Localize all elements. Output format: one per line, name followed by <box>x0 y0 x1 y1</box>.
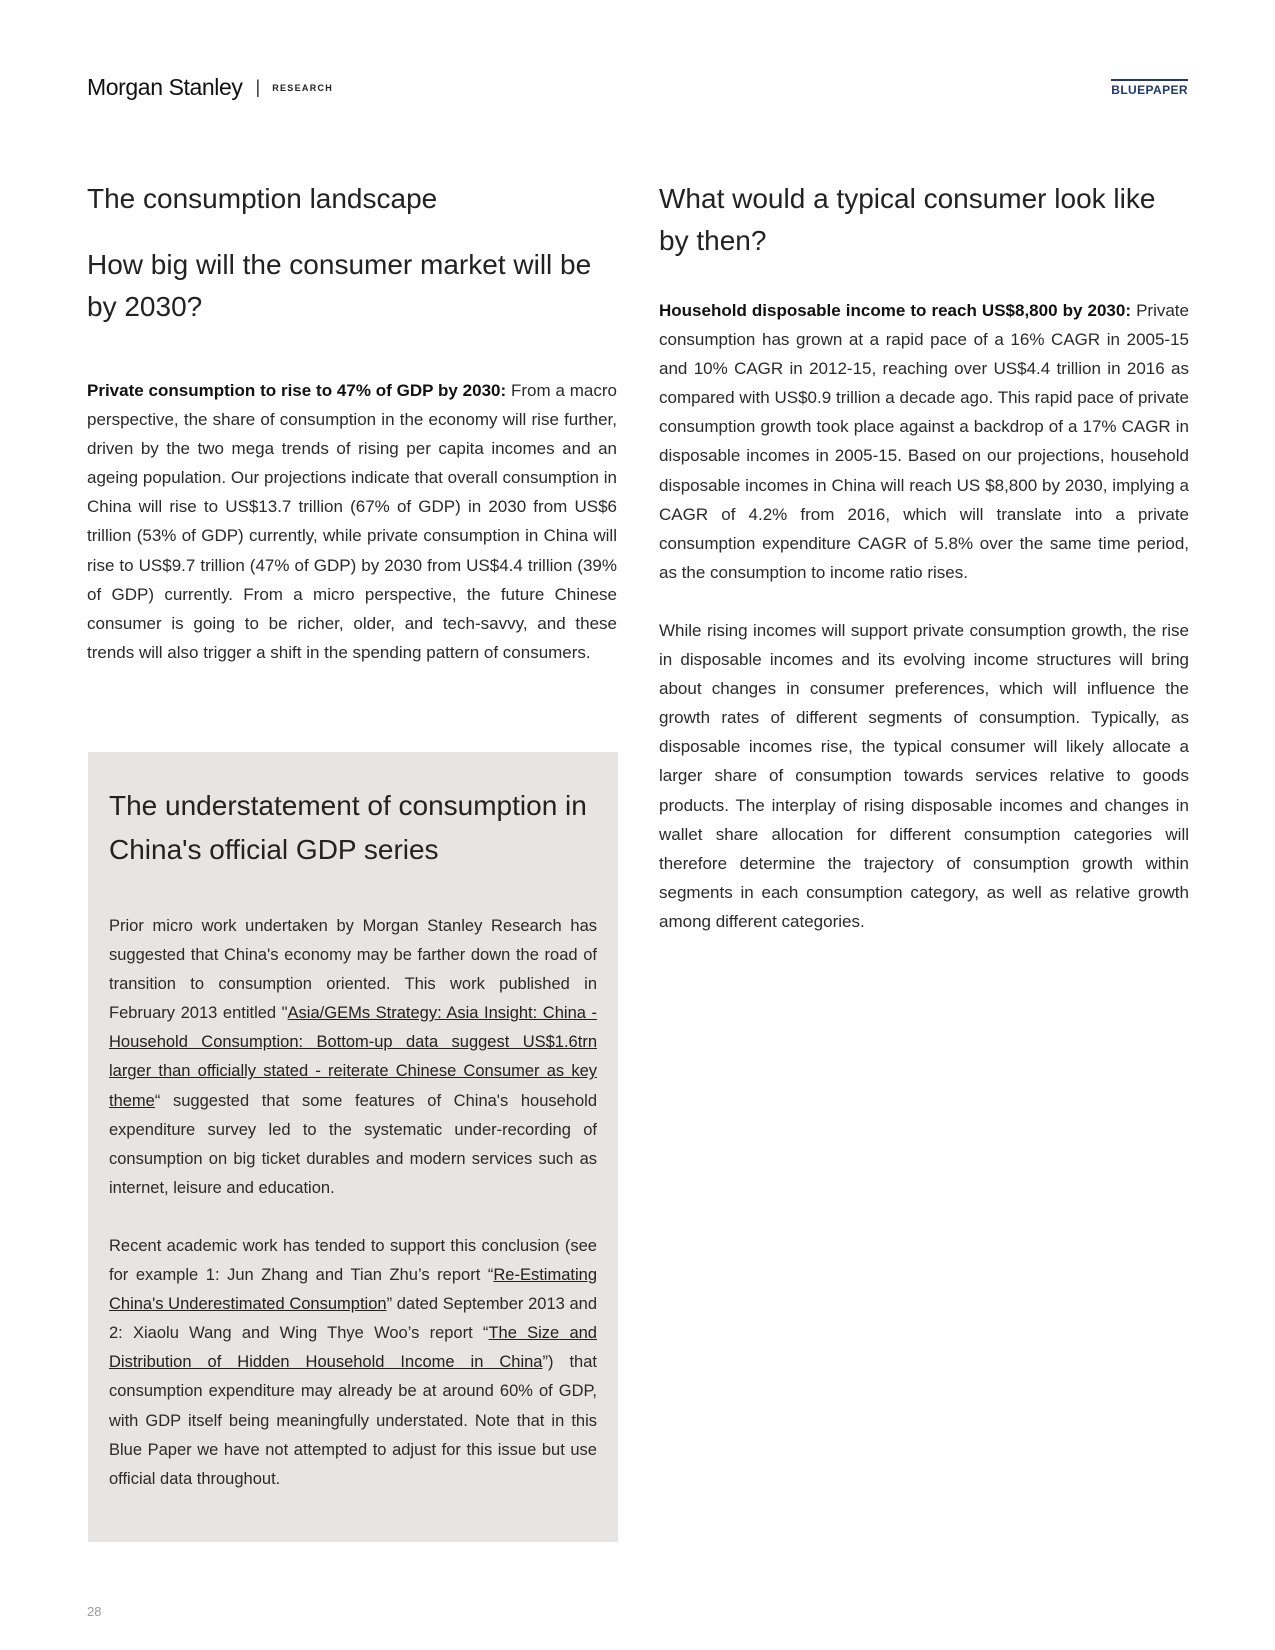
series-label: BLUEPAPER <box>1111 79 1188 97</box>
paragraph-text: From a macro perspective, the share of consumption in the economy will rise further, driven by the two mega trends of rising per capita incomes and an ageing population. Our projections indicate that overall consumption in China will rise to US$13.7 trillion (67% of GDP) in 2030 from US$6 trillion (53% of GDP) currently, while private consumption in China will rise to US$9.7 trillion (47% of GDP) by 2030 from US$4.4 trillion (39% of GDP) currently. From a micro perspective, the future Chinese consumer is going to be richer, older, and tech-savvy, and these trends will also trigger a shift in the spending pattern of consumers. <box>87 381 617 662</box>
header-logo <box>87 74 333 101</box>
sidebar-text: ”) that consumption expenditure may already be at around 60% of GDP, with GDP itself being meaningfully understated. Note that in this Blue Paper we have not attempted to adjust for this issue but use official data throughout. <box>109 1353 597 1488</box>
right-column <box>659 178 1189 936</box>
sidebar-text: “ suggested that some features of China's household expenditure survey led to the systematic under-recording of consumption on big ticket durables and modern services such as internet, leisure and education. <box>109 1091 597 1197</box>
report-link-re-estimating[interactable]: Re-Estimating China's Underestimated Consumption <box>109 1266 597 1314</box>
report-link-hidden-income[interactable]: The Size and Distribution of Hidden Household Income in China <box>109 1324 597 1372</box>
sidebar-paragraph-1 <box>109 912 597 1203</box>
sidebar-box <box>88 752 618 1542</box>
paragraph-private-consumption <box>87 376 617 667</box>
sidebar-text: Recent academic work has tended to support this conclusion (see for example 1: Jun Zhang and Tian Zhu’s report “ <box>109 1236 597 1285</box>
right-title: What would a typical consumer look like by then? <box>659 183 1156 256</box>
paragraph-lead: Private consumption to rise to 47% of GDP by 2030: <box>87 381 507 400</box>
paragraph-rising-incomes: While rising incomes will support private consumption growth, the rise in disposable incomes and its evolving income structures will bring about changes in consumer preferences, which will influence the growth rates of different segments of consumption. Typically, as disposable incomes rise, the typical consumer will likely allocate a larger share of consumption towards services relative to goods products. The interplay of rising disposable incomes and changes in wallet share allocation for different consumption categories will therefore determine the trajectory of consumption growth within segments in each consumption category, as well as relative growth among different categories. <box>659 620 1189 931</box>
section-label: RESEARCH <box>272 82 334 93</box>
paragraph-lead: Household disposable income to reach US$8,800 by 2030: <box>659 301 1131 320</box>
sidebar-title: The understatement of consumption in China's official GDP series <box>109 790 587 865</box>
brand-logo: Morgan Stanley <box>87 74 243 100</box>
header-separator: | <box>255 77 261 97</box>
page-number: 28 <box>87 1604 102 1619</box>
sidebar-paragraph-2 <box>109 1232 597 1494</box>
question-title: How big will the consumer market will be by 2030? <box>87 249 592 322</box>
report-link-asia-insight[interactable]: Asia/GEMs Strategy: Asia Insight: China - Household Consumption: Bottom-up data suggest US$1.6trn larger than officially stated - reiterate Chinese Consumer as key theme <box>109 1004 597 1110</box>
sidebar-text: Prior micro work undertaken by Morgan Stanley Research has suggested that China's economy may be farther down the road of transition to consumption oriented. This work published in February 2013 entitled " <box>109 917 597 1023</box>
paragraph-disposable-income <box>659 296 1189 587</box>
section-title: The consumption landscape <box>87 183 438 214</box>
left-column <box>87 178 617 667</box>
paragraph-text: Private consumption has grown at a rapid pace of a 16% CAGR in 2005-15 and 10% CAGR in 2012-15, reaching over US$4.4 trillion in 2016 as compared with US$0.9 trillion a decade ago. This rapid pace of private consumption growth took place against a backdrop of a 17% CAGR in disposable incomes in 2005-15. Based on our projections, household disposable incomes in China will reach US $8,800 by 2030, implying a CAGR of 4.2% from 2016, which will translate into a private consumption expenditure CAGR of 5.8% over the same time period, as the consumption to income ratio rises. <box>659 301 1189 582</box>
sidebar-text: ” dated September 2013 and 2: Xiaolu Wang and Wing Thye Woo’s report “ <box>109 1295 597 1343</box>
